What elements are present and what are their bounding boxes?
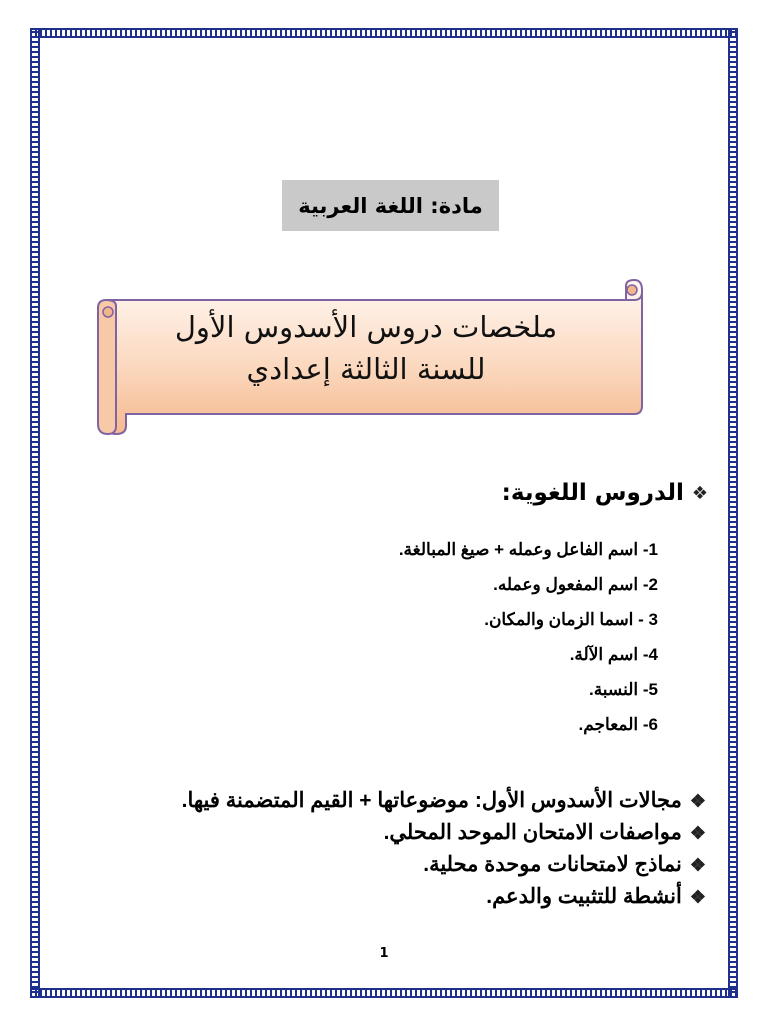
scroll-title-line-2: للسنة الثالثة إعدادي [246,352,486,386]
list-item [182,881,706,913]
list-item: 3 - اسما الزمان والمكان. [484,610,658,629]
topic-text: مواصفات الامتحان الموحد المحلي. [383,821,682,844]
scroll-title-line-1: ملخصات دروس الأسدوس الأول [174,310,558,344]
section-heading-text: الدروس اللغوية: [501,480,684,506]
title-scroll-banner [86,276,646,438]
border-top [30,28,738,38]
border-right [728,28,738,998]
topics-list [182,785,706,913]
topic-text: مجالات الأسدوس الأول: موضوعاتها + القيم المتضمنة فيها. [181,789,682,812]
diamond-bullet-icon: ❖ [689,791,706,811]
subject-label: مادة: اللغة العربية [282,180,499,231]
border-left [30,28,40,998]
topic-text: نماذج لامتحانات موحدة محلية. [423,853,682,876]
diamond-bullet-icon: ❖ [689,855,706,875]
scroll-title [116,306,616,390]
topic-text: أنشطة للتثبيت والدعم. [486,885,682,908]
diamond-bullet-icon: ❖ [691,482,708,504]
page-number: 1 [379,946,389,961]
list-item: 2- اسم المفعول وعمله. [493,575,658,594]
lessons-list [399,535,658,745]
border-bottom [30,988,738,998]
diamond-bullet-icon: ❖ [689,887,706,907]
list-item [182,785,706,817]
list-item: 4- اسم الآلة. [569,645,658,664]
diamond-bullet-icon: ❖ [689,823,706,843]
list-item: 6- المعاجم. [578,715,658,734]
list-item [182,849,706,881]
list-item [182,817,706,849]
list-item: 1- اسم الفاعل وعمله + صيغ المبالغة. [398,540,658,559]
section-heading [502,480,708,506]
list-item: 5- النسبة. [588,680,658,699]
